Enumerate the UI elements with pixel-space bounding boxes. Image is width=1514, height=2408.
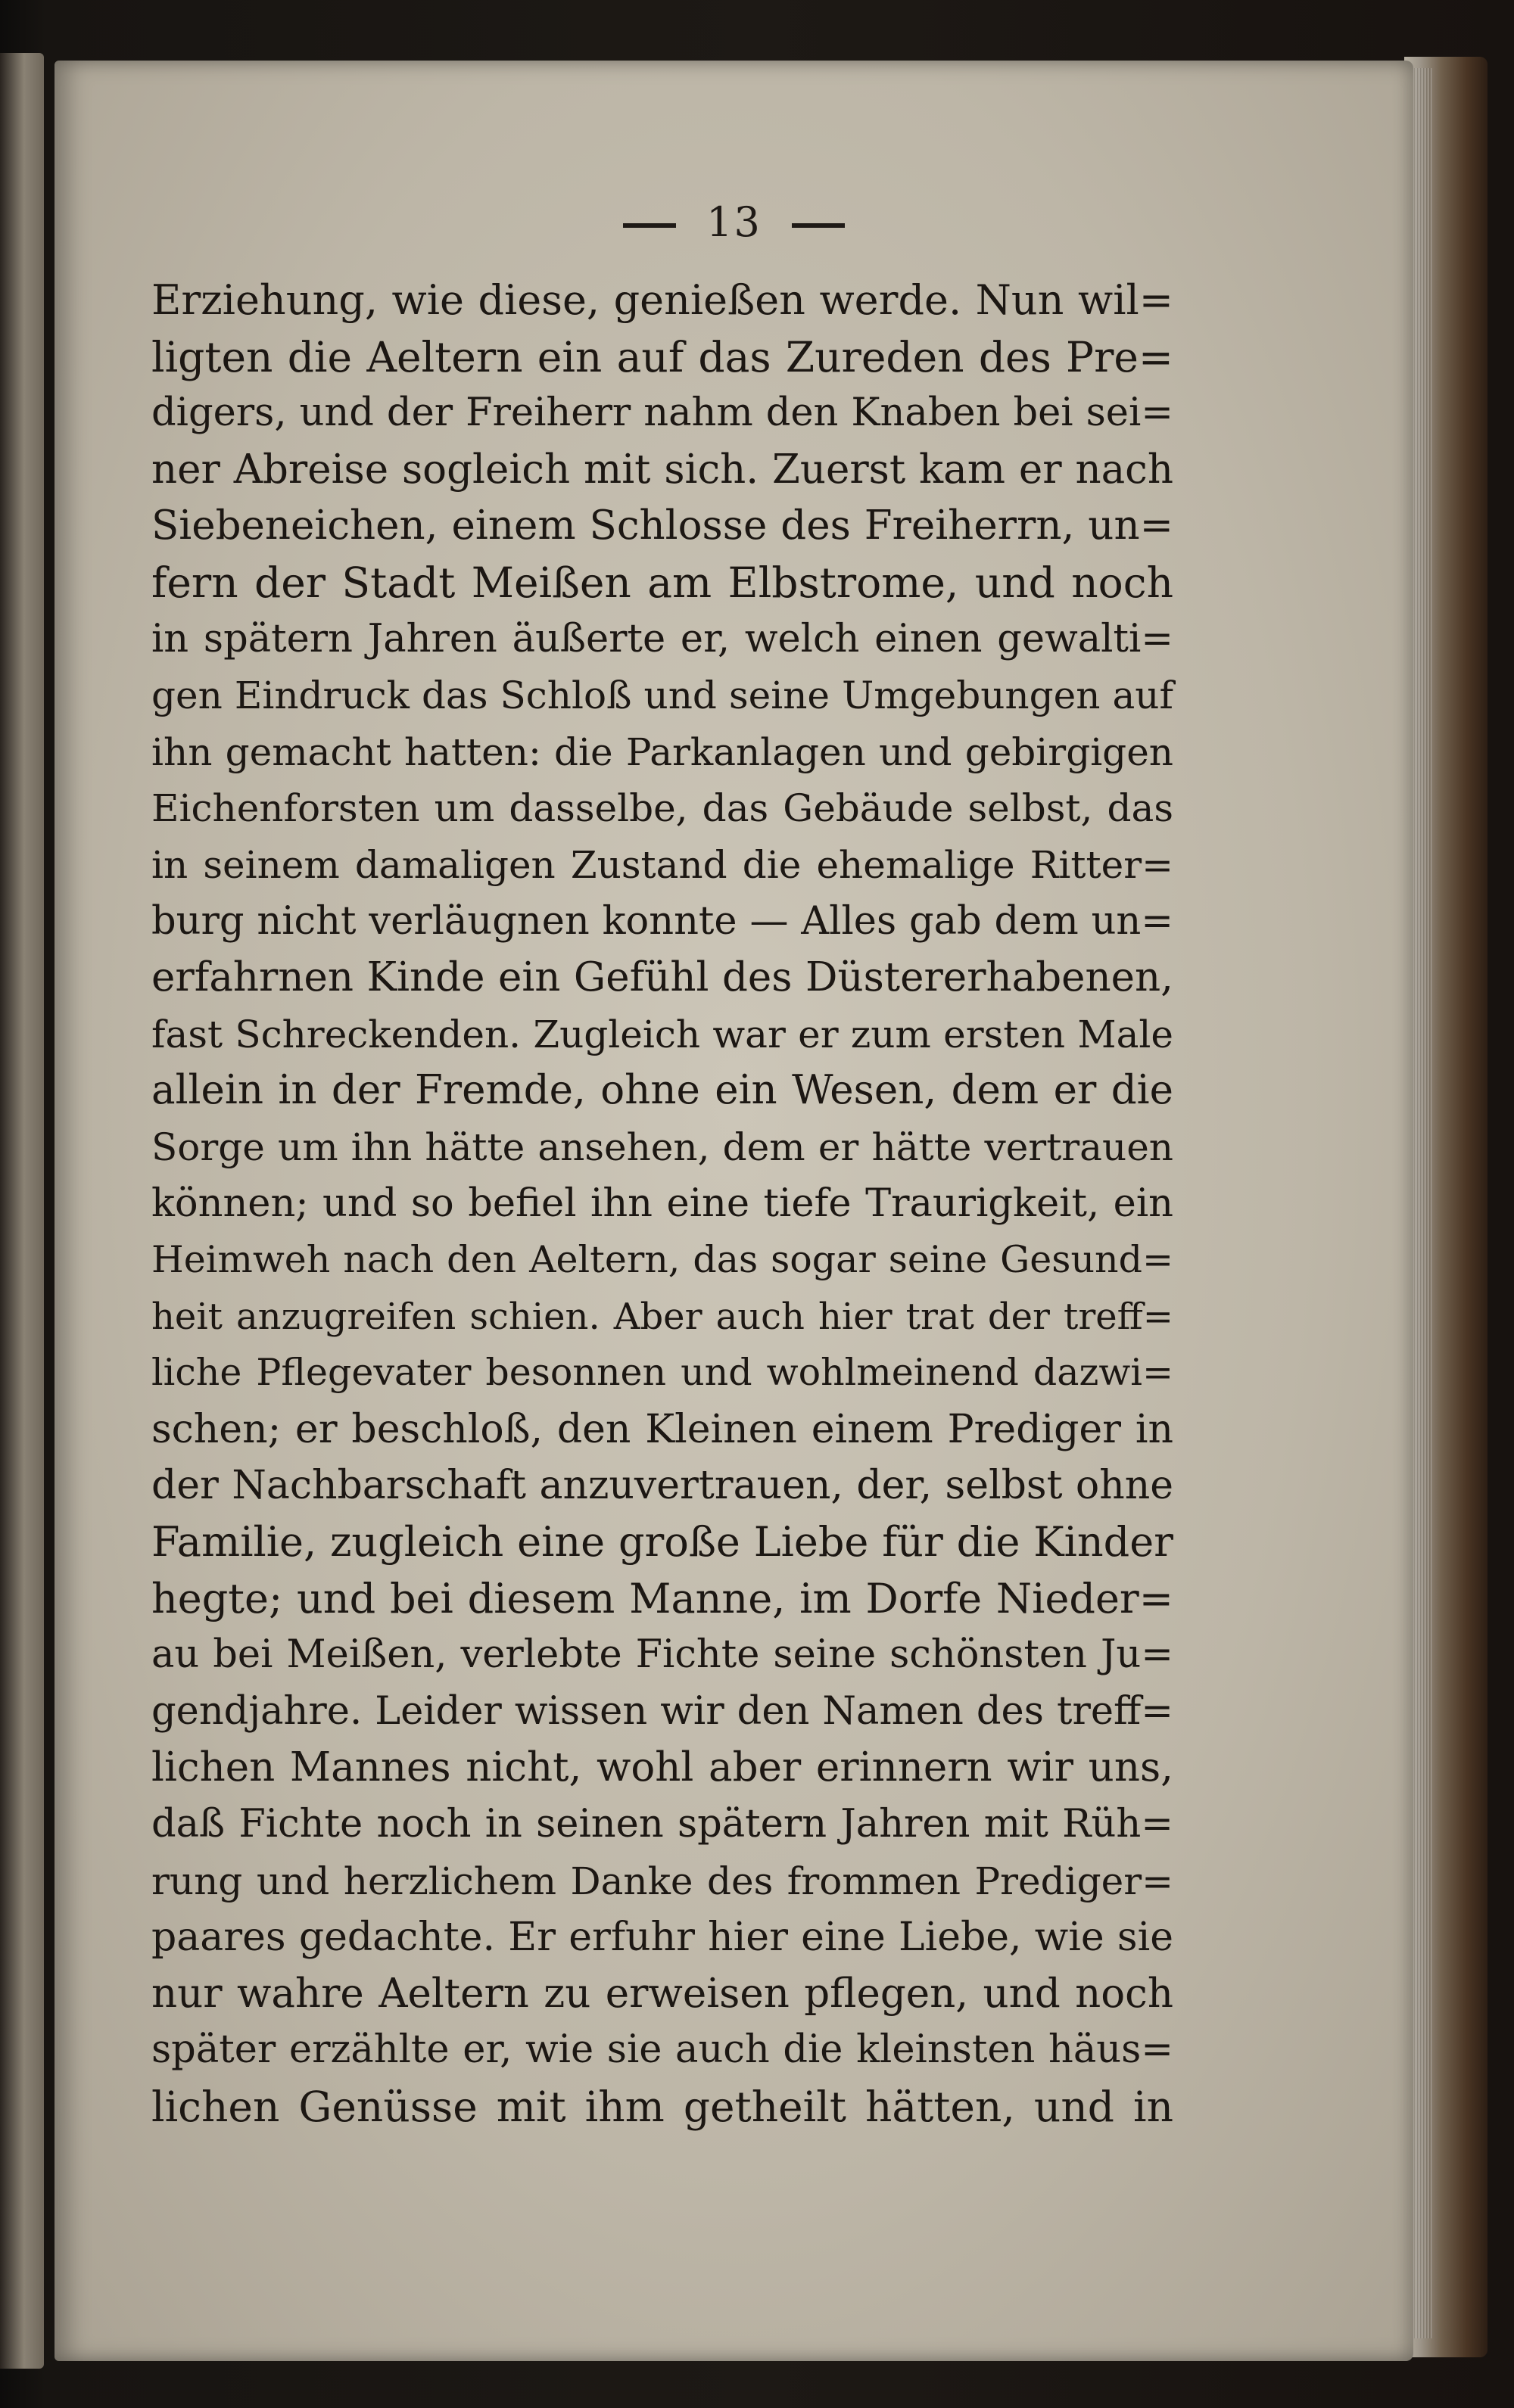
header-dash-right (792, 223, 845, 228)
text-line: lichen Genüsse mit ihm getheilt hätten, und in (151, 2083, 1173, 2131)
body-text (151, 272, 1173, 2136)
text-line: können; und so befiel ihn eine tiefe Traurigkeit, ein (151, 1181, 1173, 1226)
text-line: burg nicht verläugnen konnte — Alles gab dem un= (151, 898, 1173, 944)
text-line: ligten die Aeltern ein auf das Zureden des Pre= (151, 332, 1173, 381)
text-line: fast Schreckenden. Zugleich war er zum ersten Male (151, 1012, 1173, 1056)
text-line: in seinem damaligen Zustand die ehemalige Ritter= (151, 842, 1173, 887)
text-line: gen Eindruck das Schloß und seine Umgebungen auf (151, 674, 1173, 718)
text-line: ihn gemacht hatten: die Parkanlagen und gebirgigen (151, 730, 1173, 774)
header-dash-left (623, 223, 676, 228)
text-line: in spätern Jahren äußerte er, welch einen gewalti= (151, 616, 1173, 661)
text-line: schen; er beschloß, den Kleinen einem Prediger in (151, 1406, 1173, 1452)
text-line: allein in der Fremde, ohne ein Wesen, dem er die (151, 1067, 1173, 1114)
text-line: gendjahre. Leider wissen wir den Namen des treff= (151, 1688, 1173, 1734)
text-line: rung und herzlichem Danke des frommen Prediger= (151, 1859, 1173, 1903)
text-line: ner Abreise sogleich mit sich. Zuerst kam er nach (151, 446, 1173, 493)
text-line: fern der Stadt Meißen am Elbstrome, und noch (151, 558, 1173, 607)
text-line: au bei Meißen, verlebte Fichte seine schönsten Ju= (151, 1632, 1173, 1678)
text-line: Familie, zugleich eine große Liebe für die Kinder (151, 1518, 1173, 1566)
text-line: hegte; und bei diesem Manne, im Dorfe Nieder= (151, 1574, 1173, 1622)
facing-page-edge (0, 53, 44, 2369)
text-line: digers, und der Freiherr nahm den Knaben bei sei= (151, 390, 1173, 436)
text-line: erfahrnen Kinde ein Gefühl des Düstererhabenen, (151, 954, 1173, 1001)
text-line: liche Pflegevater besonnen und wohlmeinend dazwi= (151, 1351, 1173, 1395)
page-header (55, 198, 1413, 246)
text-line: Erziehung, wie diese, genießen werde. Nun wil= (151, 276, 1173, 324)
text-line: nur wahre Aeltern zu erweisen pflegen, und noch (151, 1970, 1173, 2017)
text-line: daß Fichte noch in seinen spätern Jahren mit Rüh= (151, 1802, 1173, 1847)
text-line: später erzählte er, wie sie auch die kleinsten häus= (151, 2027, 1173, 2073)
text-line: Siebeneichen, einem Schlosse des Freiherrn, un= (151, 502, 1173, 549)
text-line: heit anzugreifen schien. Aber auch hier trat der treff= (151, 1295, 1173, 1338)
text-line: lichen Mannes nicht, wohl aber erinnern wir uns, (151, 1744, 1173, 1791)
text-line: paares gedachte. Er erfuhr hier eine Liebe, wie sie (151, 1915, 1173, 1961)
page-number: 13 (706, 198, 762, 246)
text-line: Sorge um ihn hätte ansehen, dem er hätte vertrauen (151, 1125, 1173, 1169)
text-line: Heimweh nach den Aeltern, das sogar seine Gesund= (151, 1238, 1173, 1282)
text-line: der Nachbarschaft anzuvertrauen, der, selbst ohne (151, 1463, 1173, 1509)
text-line: Eichenforsten um dasselbe, das Gebäude selbst, das (151, 786, 1173, 831)
